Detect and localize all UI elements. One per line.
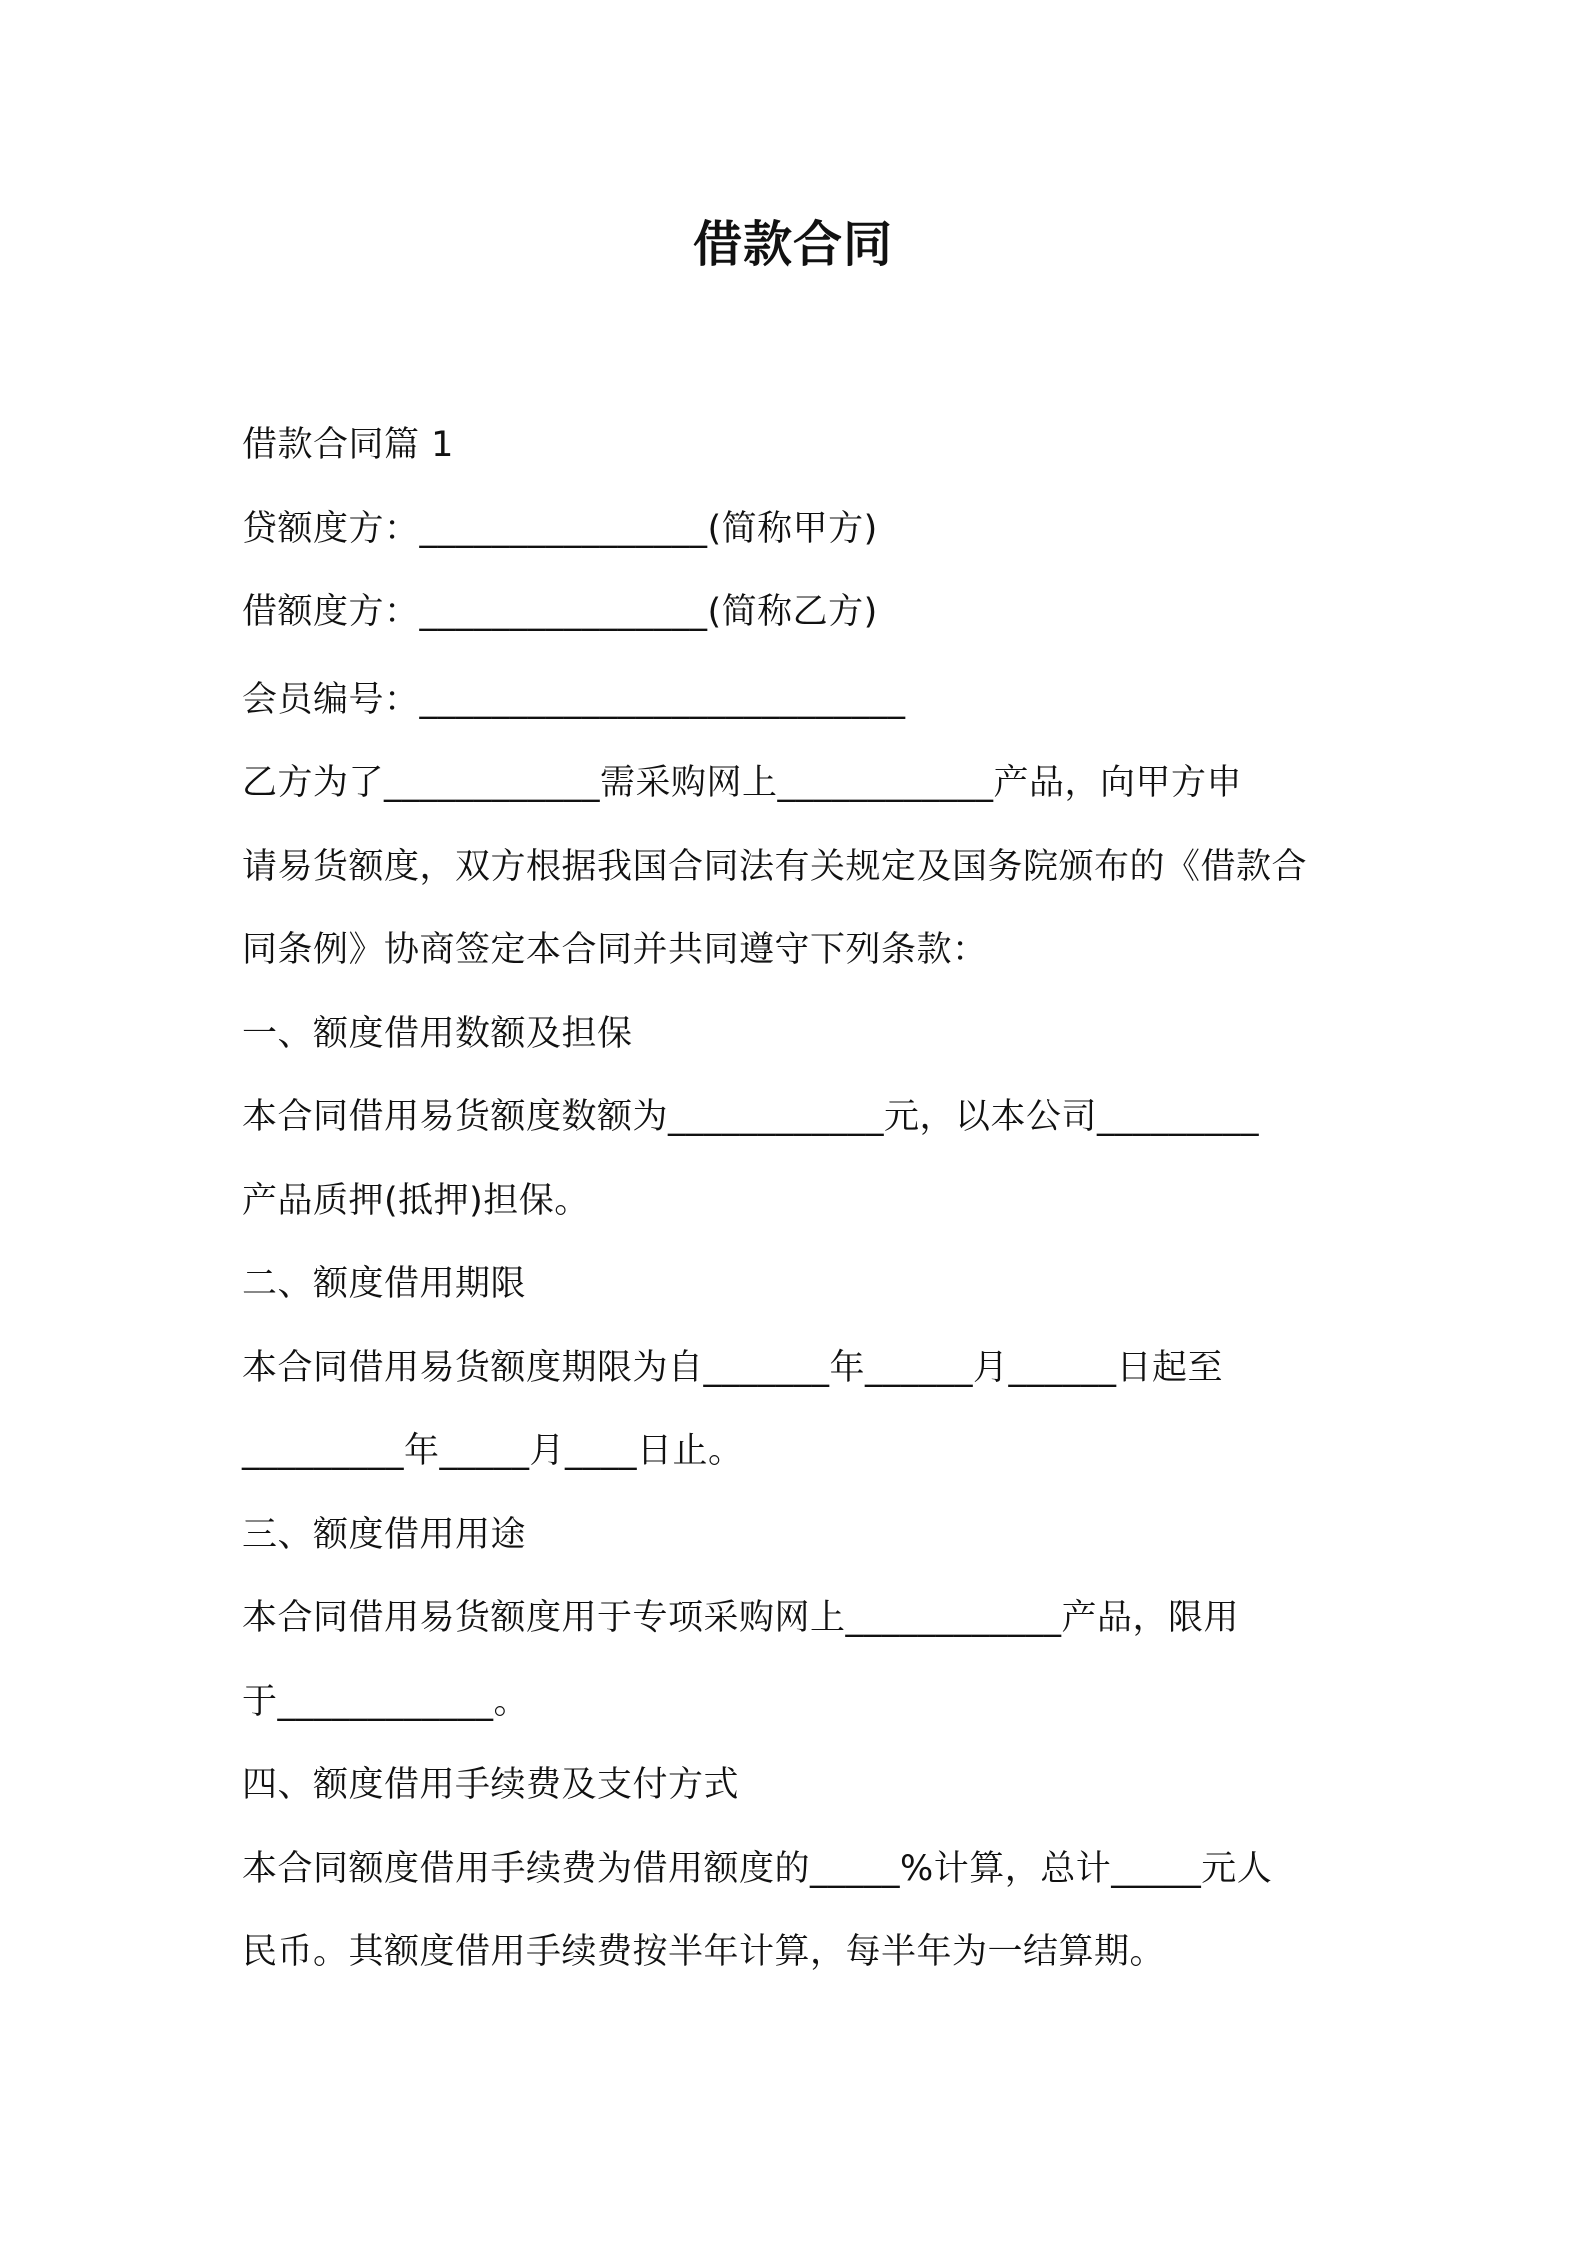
paragraph-line: 本合同借用易货额度数额为____________元，以本公司_________ xyxy=(242,1097,1260,1137)
document-title: 借款合同 xyxy=(692,216,893,273)
paragraph-line: 于____________。 xyxy=(242,1681,530,1722)
clause-heading: 一、额度借用数额及担保 xyxy=(242,1013,633,1054)
document-body xyxy=(242,404,1362,1995)
paragraph-line: 民币。其额度借用手续费按半年计算，每半年为一结算期。 xyxy=(242,1932,1166,1972)
paragraph-line: 产品质押(抵押)担保。 xyxy=(242,1180,590,1221)
paragraph-line: 请易货额度，双方根据我国合同法有关规定及国务院颁布的《借款合 xyxy=(242,846,1308,887)
clause-heading: 四、额度借用手续费及支付方式 xyxy=(242,1765,740,1805)
paragraph-line: 本合同借用易货额度用于专项采购网上____________产品，限用 xyxy=(242,1598,1240,1638)
paragraph-line: 本合同借用易货额度期限为自_______年______月______日起至 xyxy=(242,1347,1224,1388)
paragraph-line: 同条例》协商签定本合同并共同遵守下列条款： xyxy=(242,930,988,970)
paragraph-line: _________年_____月____日止。 xyxy=(242,1431,744,1471)
section-heading: 借款合同篇 1 xyxy=(242,425,454,465)
borrower-line: 借额度方：________________(简称乙方) xyxy=(242,592,878,632)
lender-line: 贷额度方：________________(简称甲方) xyxy=(242,508,878,549)
paragraph-line: 本合同额度借用手续费为借用额度的_____%计算，总计_____元人 xyxy=(242,1848,1273,1889)
clause-heading: 三、额度借用用途 xyxy=(242,1514,527,1555)
member-number-line: 会员编号：___________________________ xyxy=(242,679,906,720)
paragraph-line: 乙方为了____________需采购网上____________产品，向甲方申 xyxy=(242,763,1243,803)
clause-heading: 二、额度借用期限 xyxy=(242,1264,527,1304)
